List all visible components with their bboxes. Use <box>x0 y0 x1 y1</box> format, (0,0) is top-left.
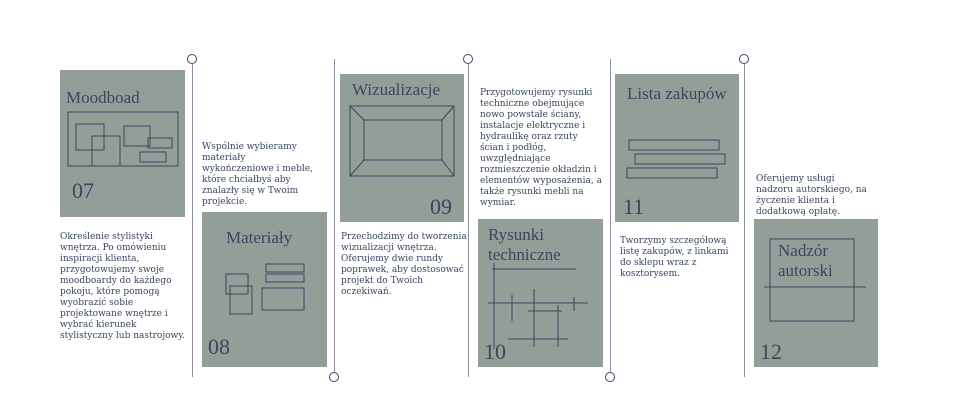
step-description: Wspólnie wybieramy materiały wykończeniowe i meble, które chciałbyś aby znalazły się w Twoim projekcie. <box>202 142 313 207</box>
timeline-line <box>468 64 469 377</box>
step-title: Rysunki techniczne <box>488 225 561 264</box>
timeline-line <box>610 59 611 372</box>
timeline-line <box>192 64 193 377</box>
timeline-circle <box>187 54 197 64</box>
timeline-circle <box>329 372 339 382</box>
step-title: Nadzór autorski <box>778 241 833 280</box>
step-description: Oferujemy usługi nadzoru autorskiego, na życzenie klienta i dodatkową opłatę. <box>756 174 867 217</box>
step-number: 10 <box>484 339 506 364</box>
step-card-visualizations <box>340 74 464 222</box>
timeline-circle <box>739 54 749 64</box>
step-description: Określenie stylistyki wnętrza. Po omówieniu inspiracji klienta, przygotowujemy swoje moodboardy do każdego pokoju, które pomogą wyobrazić sobie projektowane wnętrze i wybrać kierunek stylistyczny lub nastrojowy. <box>60 232 185 341</box>
step-title: Materiały <box>226 228 293 247</box>
step-title: Lista zakupów <box>627 84 727 103</box>
timeline-circle <box>463 54 473 64</box>
step-card-shopping-list <box>615 74 739 222</box>
timeline-line <box>334 59 335 372</box>
step-number: 08 <box>208 334 230 359</box>
step-card-technical-drawings <box>478 219 603 367</box>
step-number: 12 <box>760 339 782 364</box>
step-number: 07 <box>72 178 94 203</box>
step-title: Wizualizacje <box>352 80 441 99</box>
step-number: 11 <box>623 194 645 219</box>
timeline-circle <box>605 372 615 382</box>
step-description: Przygotowujemy rysunki techniczne obejmujące nowo powstałe ściany, instalacje elektryczne i hydraulikę oraz rzuty ścian i podłóg, uwzględniające rozmieszczenie okładzin i elementów wyposażenia, a także rysunki mebli na wymiar. <box>480 88 602 208</box>
step-card-materials <box>202 212 327 367</box>
step-description: Tworzymy szczegółową listę zakupów, z linkami do sklepu wraz z kosztorysem. <box>620 236 729 279</box>
step-card-supervision <box>754 219 878 367</box>
step-description: Przechodzimy do tworzenia wizualizacji wnętrza. Oferujemy dwie rundy poprawek, aby dostosować projekt do Twoich oczekiwań. <box>341 232 467 297</box>
step-number: 09 <box>430 194 452 219</box>
step-card-moodboard <box>60 70 185 217</box>
timeline-line <box>744 64 745 377</box>
step-title: Moodboad <box>66 88 140 107</box>
